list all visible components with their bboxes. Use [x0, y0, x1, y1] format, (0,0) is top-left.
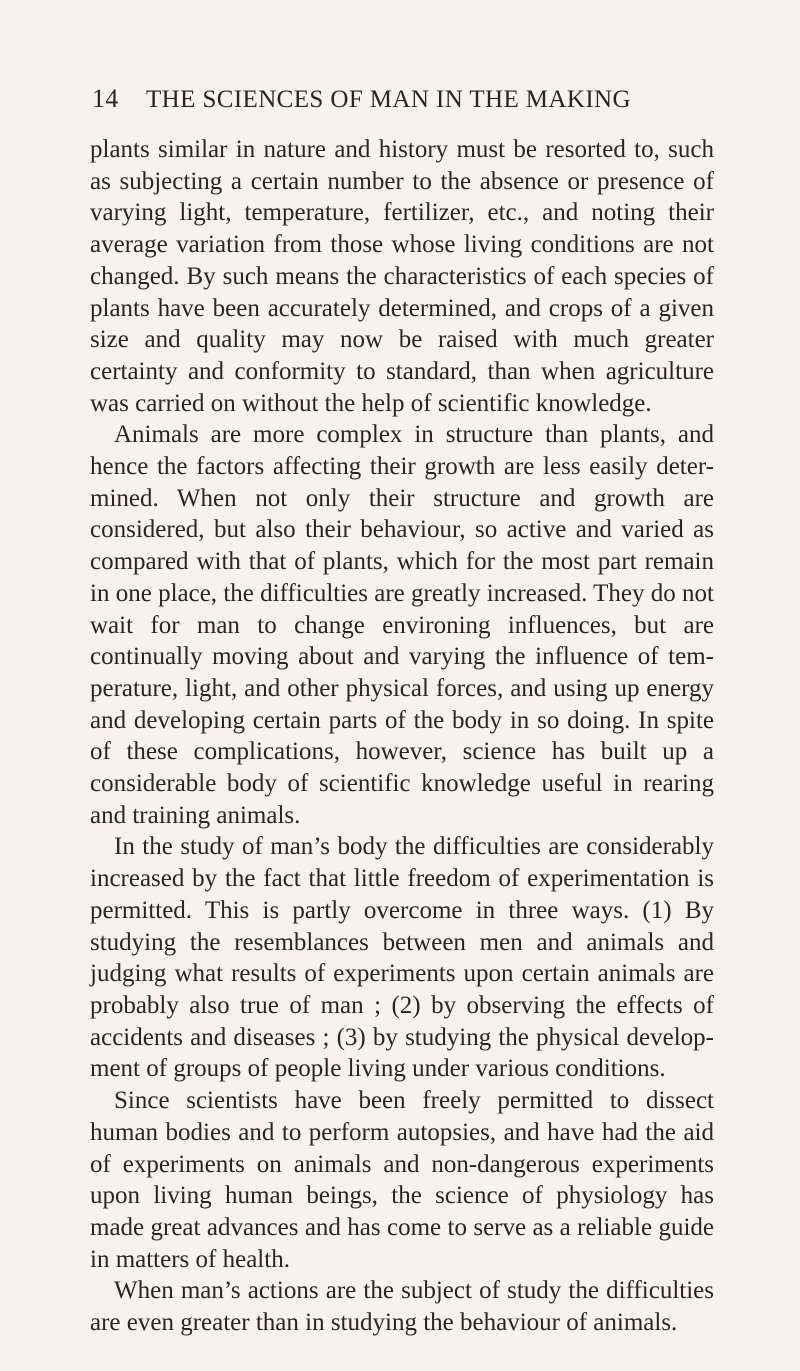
paragraph-5: When man’s actions are the subject of study the difficulties are even greater than in studying the behaviour of animals.	[90, 1277, 714, 1337]
page-number: 14	[92, 84, 119, 113]
running-head	[92, 84, 682, 124]
paragraph-1: plants similar in nature and history must be resorted to, such as subjecting a certain number to the absence or presence of varying light, temperature, fertilizer, etc., and noting their average variation from those whose living conditions are not changed. By such means the characteristics of each species of plants have been accurately determined, and crops of a given size and quality may now be raised with much greater certainty and conformity to standard, than when agriculture was carried on without the help of scientific knowledge.	[90, 136, 714, 417]
paragraph-2: Animals are more complex in structure than plants, and hence the factors affecting their growth are less easily deter- mined. When not only their structure and growth are considered, but also their behaviour, so active and varied as compared with that of plants, which for the most part remain in one place, the difficulties are greatly increased. They do not wait for man to change environing influences, but are continually moving about and varying the influence of tem- perature, light, and other physical forces, and using up energy and developing certain parts of the body in so doing. In spite of these complications, however, science has built up a considerable body of scientific knowledge useful in rearing and training animals.	[90, 421, 714, 829]
paragraph-3: In the study of man’s body the difficulties are considerably increased by the fact that little freedom of experimentation is permitted. This is partly overcome in three ways. (1) By studying the resemblances between men and animals and judging what results of experiments upon certain animals are probably also true of man ; (2) by observing the effects of accidents and diseases ; (3) by studying the physical develop- ment of groups of people living under various conditions.	[90, 833, 714, 1083]
running-title: THE SCIENCES OF MAN IN THE MAKING	[146, 86, 631, 113]
body-text	[90, 134, 714, 1339]
paragraph-4: Since scientists have been freely permitted to dissect human bodies and to perform autopsies, and have had the aid of experiments on animals and non-dangerous experiments upon living human beings, the science of physiology has made great advances and has come to serve as a reliable guide in matters of health.	[90, 1087, 714, 1273]
